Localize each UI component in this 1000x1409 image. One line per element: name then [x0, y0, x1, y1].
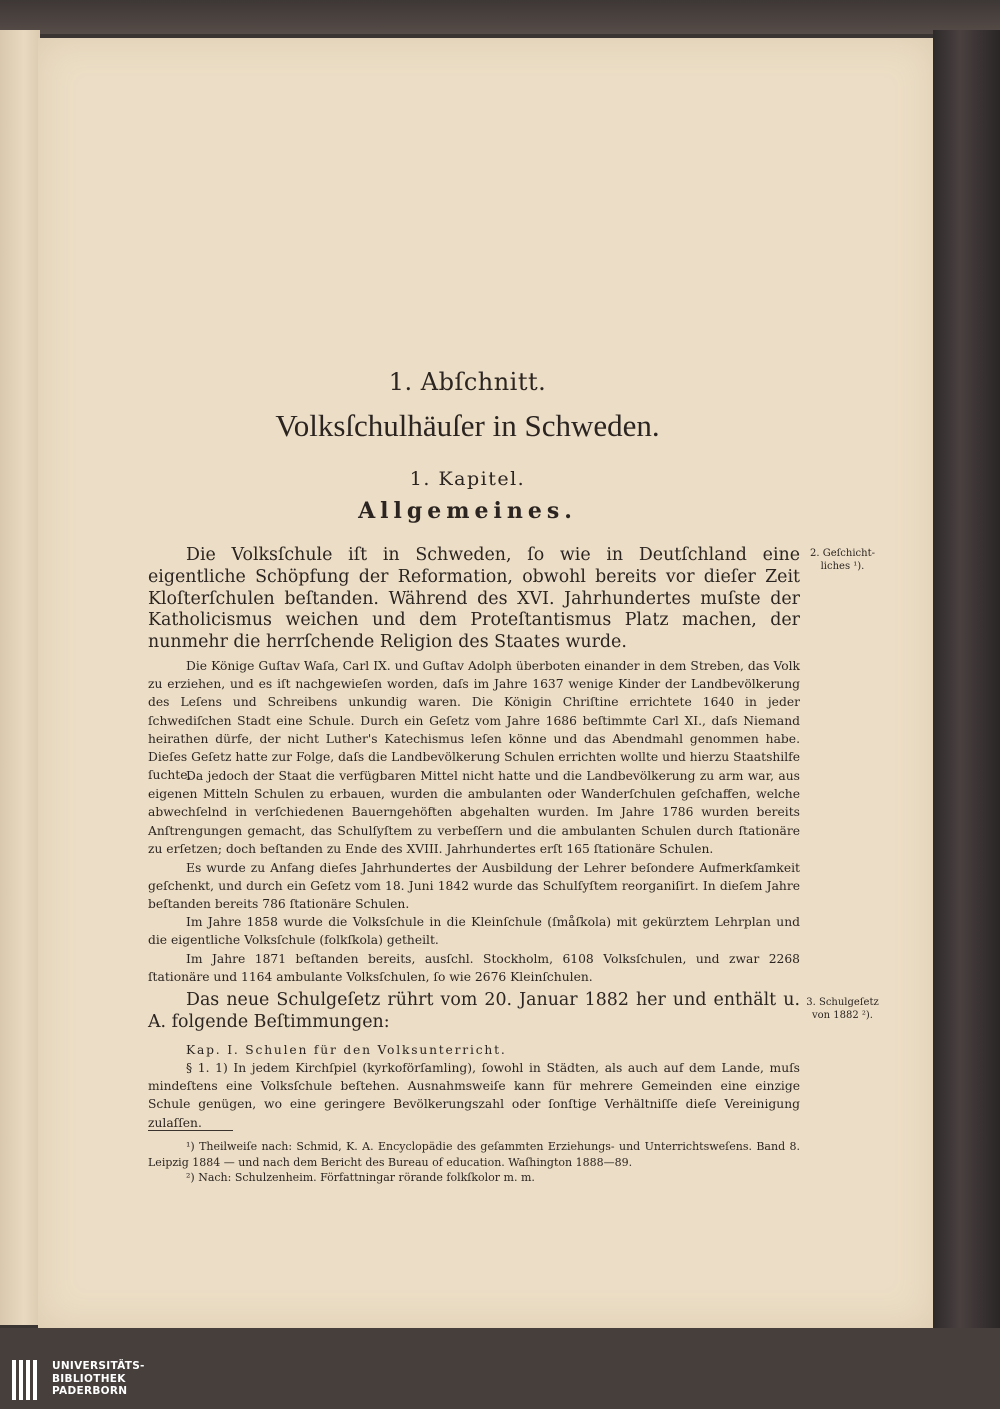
- book-cover-edge: [933, 30, 1000, 1330]
- page-title: Volksſchulhäuſer in Schweden.: [275, 408, 660, 443]
- footnote-2: ²) Nach: Schulzenheim. Författningar rörande folkſkolor m. m.: [186, 1171, 535, 1184]
- chapter-heading: 1. Kapitel.: [409, 468, 526, 490]
- chapter-title: Allgemeines.: [358, 498, 577, 524]
- paragraph-wanderschulen: Da jedoch der Staat die verfügbaren Mittel nicht hatte und die Landbevölkerung zu arm war, aus eigenen Mitteln Schulen zu erbauen, wurden die ambulanten oder Wanderſchulen geſchaffen, welche abwechſelnd in verſchiedenen Bauerngehöften abgehalten wurden. Im Jahre 1786 wurden bereits Anſtrengungen gemacht, das Schulſyſtem zu verbeſſern und die ambulanten Schulen durch ſtationäre zu erſetzen; doch beſtanden zu Ende des XVIII. Jahrhundertes erſt 165 ſtationäre Schulen.: [148, 769, 800, 856]
- logo-line-1: UNIVERSITÄTS-: [52, 1360, 145, 1372]
- margin-note-schulgesetz: 3. Schulgeſetz von 1882 ²).: [806, 997, 879, 1021]
- logo-line-2: BIBLIOTHEK: [52, 1372, 126, 1385]
- logo-line-3: PADERBORN: [52, 1385, 128, 1397]
- footnote-1: ¹) Theilweiſe nach: Schmid, K. A. Encyclopädie des geſammten Erziehungs- und Unterrichtsweſens. Band 8. Leipzig 1884 — und nach dem Bericht des Bureau of education. Waſhington 1888—89.: [148, 1140, 800, 1169]
- paragraph-kapitel-1: Kap. I. Schulen für den Volksunterricht.: [186, 1043, 507, 1057]
- footnote-divider: [148, 1130, 233, 1131]
- paragraph-lehrer: Es wurde zu Anfang dieſes Jahrhundertes der Ausbildung der Lehrer beſondere Aufmerkſamkeit geſchenkt, und durch ein Geſetz vom 18. Juni 1842 wurde das Schulſyſtem reorganiſirt. In dieſem Jahre beſtanden bereits 786 ſtationäre Schulen.: [148, 861, 800, 912]
- logo-text: [52, 1360, 145, 1398]
- paragraph-koenige: Die Könige Guſtav Waſa, Carl IX. und Guſtav Adolph überboten einander in dem Streben, das Volk zu erziehen, und es iſt nachgewieſen worden, daſs im Jahre 1637 wenige Kinder der Landbevölkerung des Leſens und Schreibens unkundig waren. Die Königin Chriſtine errichtete 1640 in jeder ſchwediſchen Stadt eine Schule. Durch ein Geſetz vom Jahre 1686 beſtimmte Carl XI., daſs Niemand heirathen dürfe, der nicht Luther's Katechismus leſen könne und das Abendmahl genommen habe. Dieſes Geſetz hatte zur Folge, daſs die Landbevölkerung Schulen errichten wollte und hierzu Staatshilfe ſuchte.: [148, 659, 800, 783]
- margin-note-geschichtliches: 2. Geſchicht-liches ¹).: [809, 548, 875, 572]
- logo-bars-icon: [12, 1360, 40, 1404]
- paragraph-1858: Im Jahre 1858 wurde die Volksſchule in die Kleinſchule (ſmåſkola) mit gekürztem Lehrplan und die eigentliche Volksſchule (folkſkola) getheilt.: [148, 915, 800, 948]
- book-top-edge: [0, 0, 1000, 34]
- paragraph-paragraph-1: § 1. 1) In jedem Kirchſpiel (kyrkoförſamling), ſowohl in Städten, als auch auf dem Lande, muſs mindeſtens eine Volksſchule beſtehen. Ausnahmsweiſe kann für mehrere Gemeinden eine einzige Schule genügen, wo eine geringere Bevölkerungszahl oder ſonſtige Verhältniſſe dieſe Vereinigung zulaſſen.: [148, 1061, 800, 1130]
- paragraph-schulgesetz: Das neue Schulgeſetz rührt vom 20. Januar 1882 her und enthält u. A. folgende Beſtimmungen:: [148, 990, 800, 1032]
- paragraph-1871: Im Jahre 1871 beſtanden bereits, ausſchl. Stockholm, 6108 Volksſchulen, und zwar 2268 ſtationäre und 1164 ambulante Volksſchulen, ſo wie 2676 Kleinſchulen.: [148, 952, 800, 985]
- paragraph-intro: Die Volksſchule iſt in Schweden, ſo wie in Deutſchland eine eigentliche Schöpfung der Reformation, obwohl bereits vor dieſer Zeit Kloſterſchulen beſtanden. Während des XVI. Jahrhundertes muſste der Katholicismus weichen und dem Proteſtantismus Platz machen, der nunmehr die herrſchende Religion des Staates wurde.: [148, 545, 800, 653]
- left-page-edge: [0, 30, 40, 1325]
- section-heading: 1. Abſchnitt.: [388, 368, 547, 396]
- library-logo: [12, 1358, 162, 1404]
